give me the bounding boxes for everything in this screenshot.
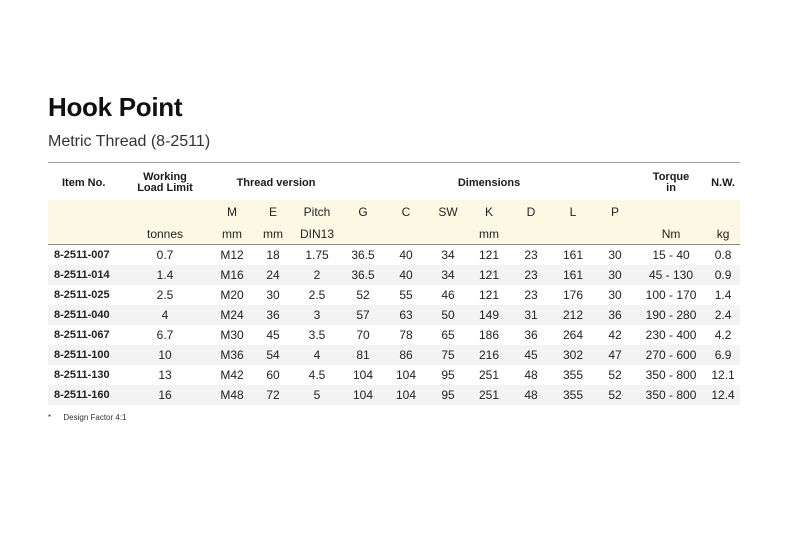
cell-d: 36 [524, 328, 538, 342]
cell-sw: 34 [428, 265, 468, 285]
cell-k: 251 [468, 385, 510, 405]
table-body [48, 245, 740, 406]
cell-e: 54 [254, 345, 292, 365]
cell-e: 72 [254, 385, 292, 405]
cell-torque: 190 - 280 [636, 305, 706, 325]
cell-item-no: 8-2511-067 [54, 329, 110, 341]
cell-l: 264 [563, 328, 584, 342]
cell-c: 104 [396, 368, 417, 382]
cell-l: 355 [563, 368, 584, 382]
cell-m: M48 [210, 385, 254, 405]
header-torque [636, 166, 706, 200]
cell-l: 161 [552, 265, 594, 285]
cell-e: 36 [254, 305, 292, 325]
cell-c: 78 [399, 328, 413, 342]
cell-e: 45 [266, 328, 280, 342]
unit-pitch: DIN13 [292, 224, 342, 245]
cell-working-load-limit: 2.5 [156, 288, 174, 302]
cell-k: 149 [468, 305, 510, 325]
subheader-cell [48, 200, 120, 224]
cell-m: M36 [210, 345, 254, 365]
cell-item-no: 8-2511-130 [54, 369, 110, 381]
cell-torque: 45 - 130 [636, 265, 706, 285]
table-row [48, 305, 740, 325]
subheader-e: E [254, 200, 292, 224]
cell-d: 23 [524, 248, 538, 262]
cell-sw: 46 [441, 288, 455, 302]
cell-m: M12 [220, 248, 244, 262]
cell-p: 30 [608, 288, 622, 302]
cell-g: 104 [342, 385, 384, 405]
cell-torque: 15 - 40 [652, 248, 690, 262]
subheader-cell [120, 200, 210, 224]
table-header-row [48, 166, 740, 200]
cell-p: 47 [594, 345, 636, 365]
cell-l: 302 [552, 345, 594, 365]
subheader-cell [706, 200, 740, 224]
cell-nw: 0.8 [714, 248, 732, 262]
subheader-m: M [210, 200, 254, 224]
cell-sw: 95 [428, 385, 468, 405]
cell-pitch: 2.5 [308, 288, 326, 302]
cell-torque: 350 - 800 [645, 368, 697, 382]
cell-sw: 65 [441, 328, 455, 342]
title-divider [48, 162, 740, 163]
table-row [48, 365, 740, 385]
cell-working-load-limit: 10 [120, 345, 210, 365]
cell-torque: 230 - 400 [645, 328, 697, 342]
header-wll-line2: Load Limit [137, 182, 193, 194]
header-wll-line1: Working [143, 171, 187, 183]
header-torque-line2: in [666, 182, 676, 194]
header-nw: N.W. [711, 176, 735, 189]
subheader-p: P [594, 200, 636, 224]
subheader-l: L [552, 200, 594, 224]
cell-working-load-limit: 1.4 [120, 265, 210, 285]
cell-g: 57 [342, 305, 384, 325]
subheader-pitch: Pitch [292, 200, 342, 224]
cell-item-no: 8-2511-025 [54, 289, 110, 301]
footnote-text: Design Factor 4:1 [63, 413, 127, 422]
footnote [48, 413, 127, 422]
cell-pitch: 1.75 [305, 248, 329, 262]
cell-working-load-limit: 13 [158, 368, 172, 382]
cell-p: 30 [594, 265, 636, 285]
cell-g: 52 [356, 288, 370, 302]
cell-g: 36.5 [342, 265, 384, 285]
cell-sw: 95 [441, 368, 455, 382]
cell-d: 31 [510, 305, 552, 325]
cell-e: 60 [266, 368, 280, 382]
table-row [48, 325, 740, 345]
cell-c: 104 [384, 385, 428, 405]
cell-sw: 34 [441, 248, 455, 262]
cell-m: M20 [220, 288, 244, 302]
cell-e: 30 [266, 288, 280, 302]
cell-working-load-limit: 0.7 [156, 248, 174, 262]
table-row [48, 385, 740, 405]
cell-k: 251 [479, 368, 500, 382]
cell-pitch: 4 [292, 345, 342, 365]
unit-m: mm [210, 224, 254, 245]
cell-pitch: 5 [292, 385, 342, 405]
cell-p: 52 [594, 385, 636, 405]
cell-nw: 4.2 [714, 328, 732, 342]
cell-p: 42 [608, 328, 622, 342]
cell-k: 186 [479, 328, 500, 342]
cell-item-no: 8-2511-100 [48, 345, 120, 365]
table-row [48, 265, 740, 285]
subheader-k: K [468, 200, 510, 224]
cell-item-no: 8-2511-160 [48, 385, 120, 405]
cell-nw: 12.4 [706, 385, 740, 405]
cell-g: 104 [353, 368, 374, 382]
cell-p: 52 [608, 368, 622, 382]
header-working-load-limit [120, 166, 210, 200]
cell-k: 121 [479, 288, 500, 302]
cell-c: 86 [384, 345, 428, 365]
cell-item-no: 8-2511-040 [48, 305, 120, 325]
cell-working-load-limit: 16 [120, 385, 210, 405]
cell-torque: 350 - 800 [636, 385, 706, 405]
cell-l: 212 [552, 305, 594, 325]
subheader-sw: SW [428, 200, 468, 224]
cell-nw: 12.1 [711, 368, 735, 382]
cell-d: 48 [524, 368, 538, 382]
cell-c: 63 [384, 305, 428, 325]
page-subtitle: Metric Thread (8-2511) [48, 133, 211, 150]
subheader-c: C [384, 200, 428, 224]
cell-l: 176 [563, 288, 584, 302]
cell-c: 40 [399, 248, 413, 262]
subheader-cell [636, 200, 706, 224]
unit-nw: kg [706, 224, 740, 245]
cell-torque: 100 - 170 [645, 288, 697, 302]
cell-e: 24 [254, 265, 292, 285]
cell-nw: 2.4 [706, 305, 740, 325]
cell-nw: 6.9 [706, 345, 740, 365]
page-title: Hook Point [48, 92, 183, 122]
cell-working-load-limit: 4 [120, 305, 210, 325]
header-thread-version: Thread version [236, 176, 316, 189]
cell-pitch: 4.5 [308, 368, 326, 382]
cell-sw: 75 [428, 345, 468, 365]
unit-e: mm [254, 224, 292, 245]
unit-torque: Nm [636, 224, 706, 245]
unit-wll: tonnes [120, 224, 210, 245]
table-row [48, 285, 740, 305]
cell-item-no: 8-2511-007 [54, 249, 110, 261]
header-dimensions: Dimensions [457, 176, 521, 189]
cell-k: 121 [479, 248, 500, 262]
header-torque-line1: Torque [652, 171, 690, 183]
table-row [48, 245, 740, 266]
cell-c: 40 [384, 265, 428, 285]
cell-pitch: 3.5 [308, 328, 326, 342]
cell-d: 45 [510, 345, 552, 365]
header-item-no: Item No. [62, 176, 106, 189]
cell-pitch: 2 [292, 265, 342, 285]
cell-l: 161 [563, 248, 584, 262]
cell-d: 23 [510, 265, 552, 285]
cell-k: 216 [468, 345, 510, 365]
cell-p: 36 [594, 305, 636, 325]
cell-m: M16 [210, 265, 254, 285]
cell-m: M30 [220, 328, 244, 342]
cell-k: 121 [468, 265, 510, 285]
subheader-d: D [510, 200, 552, 224]
cell-p: 30 [608, 248, 622, 262]
cell-working-load-limit: 6.7 [156, 328, 174, 342]
cell-torque: 270 - 600 [636, 345, 706, 365]
cell-e: 18 [266, 248, 280, 262]
cell-c: 55 [399, 288, 413, 302]
table-units-row [48, 224, 740, 245]
footnote-asterisk: * [48, 413, 52, 422]
cell-sw: 50 [428, 305, 468, 325]
cell-nw: 0.9 [706, 265, 740, 285]
cell-l: 355 [552, 385, 594, 405]
table-row [48, 345, 740, 365]
cell-g: 81 [342, 345, 384, 365]
cell-nw: 1.4 [714, 288, 732, 302]
cell-pitch: 3 [292, 305, 342, 325]
cell-m: M24 [210, 305, 254, 325]
unit-cell [48, 224, 120, 245]
cell-d: 48 [510, 385, 552, 405]
unit-dimensions: mm [342, 224, 636, 245]
cell-g: 70 [356, 328, 370, 342]
subheader-g: G [342, 200, 384, 224]
spec-table [48, 166, 740, 405]
cell-g: 36.5 [351, 248, 375, 262]
cell-item-no: 8-2511-014 [48, 265, 120, 285]
table-subheader-row [48, 200, 740, 224]
cell-d: 23 [524, 288, 538, 302]
cell-m: M42 [220, 368, 244, 382]
